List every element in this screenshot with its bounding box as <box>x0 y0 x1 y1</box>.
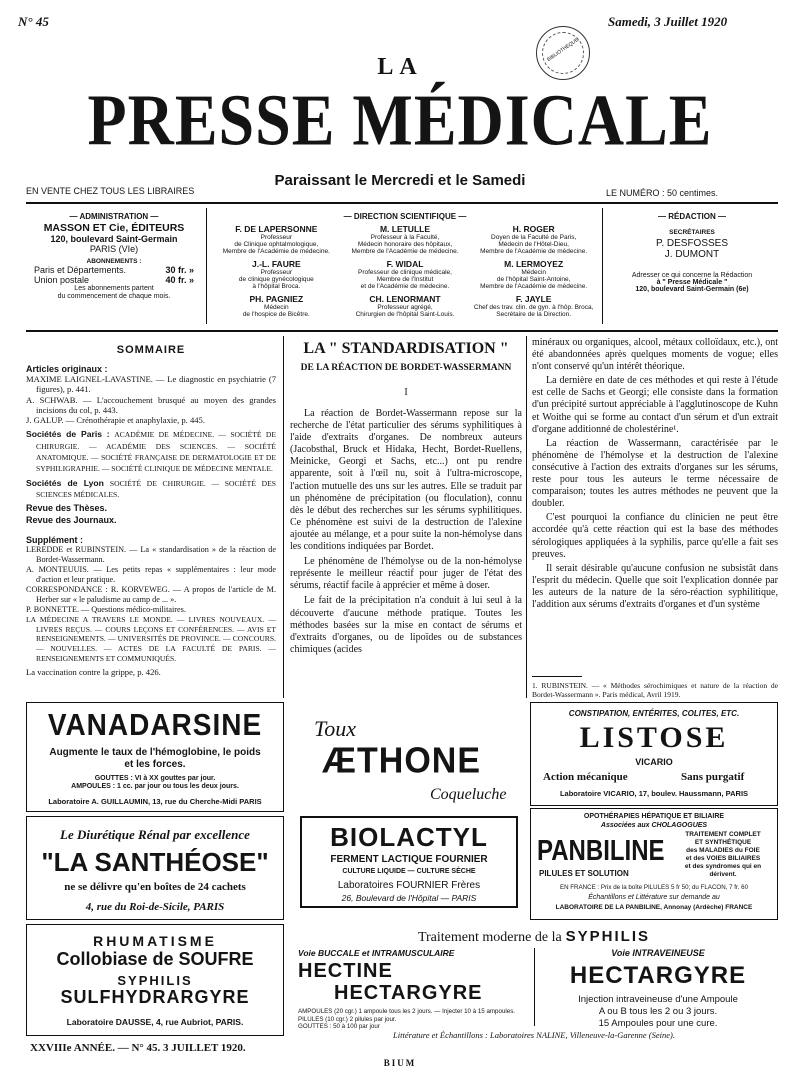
ad-aethone-biolactyl <box>292 704 526 928</box>
biolactyl-box <box>300 816 518 908</box>
dausse-lab: Laboratoire DAUSSE, 4, rue Aubriot, PARIS. <box>66 1017 244 1027</box>
stamp-text: BIBLIOTHÈQUE <box>546 36 580 64</box>
redaction-note-1: Adresser ce qui concerne la Rédaction <box>631 272 753 279</box>
director-3 <box>212 259 341 290</box>
director-title: Professeur agrégé, <box>377 304 433 311</box>
director-title: Chef des trav. clin. de gyn. à l'hôp. Broca, <box>473 304 594 311</box>
ad-hectine <box>290 926 778 1056</box>
hectine-dosage-line: PILULES (10 cgr.) 2 pilules par jour. <box>298 1015 397 1023</box>
panbiline-sub: PILULES ET SOLUTION <box>539 869 629 878</box>
director-title: Professeur <box>260 269 293 276</box>
hectine-voie-intraveineuse: Voie INTRAVEINEUSE <box>611 948 705 958</box>
director-1 <box>341 224 470 255</box>
hectargyre-name-2: HECTARGYRE <box>569 962 747 989</box>
hectine-name: HECTINE <box>298 960 393 982</box>
panbiline-claim: des MALADIES du FOIE <box>686 847 760 854</box>
article-column-2 <box>532 337 778 611</box>
abonnements-label: ABONNEMENTS : <box>86 258 142 265</box>
director-6 <box>212 294 341 318</box>
hectargyre-name-1: HECTARGYRE <box>334 982 483 1004</box>
aethone-name: ÆTHONE <box>322 741 481 781</box>
supplement-entry: LA MÉDECINE A TRAVERS LE MONDE. — LIVRES NOUVEAUX. — LIVRES REÇUS. — COURS LEÇONS ET CONFÉRENCES. — AVIS ET RENSEIGNEMENTS. — UNIVERSITÉS DE PROVINCE. — CONCOURS. — NOUVELLES. — ACTES DE LA FACULTÉ DE PARIS. — RENSEIGNEMENTS ET COMMUNIQUÉS. <box>26 614 276 664</box>
direction-grid <box>212 224 598 318</box>
ad-santheose <box>26 816 284 920</box>
director-title: Médecin de l'Hôtel-Dieu, <box>498 241 569 248</box>
revue-theses: Revue des Thèses. <box>26 503 108 514</box>
issue-date: Samedi, 3 Juillet 1920 <box>608 14 728 29</box>
director-name: F. JAYLE <box>515 294 552 304</box>
administration-block <box>26 212 202 301</box>
director-title: Membre de l'Institut <box>376 276 434 283</box>
ad-vanadarsine <box>26 702 284 812</box>
biolactyl-culture: CULTURE LIQUIDE — CULTURE SÈCHE <box>342 868 476 875</box>
panbiline-claims <box>671 831 775 879</box>
revue-journaux: Revue des Journaux. <box>26 515 117 526</box>
director-title: Professeur de clinique médicale, <box>358 269 452 276</box>
article-paragraph: Le fait de la précipitation n'a conduit à lui seul à la découverte d'aucune méthode pratique. Toutes les méthodes basées sur la mise en contact de sérums et d'extraits d'organes, ou de lipoïdes ou de substances chimiques (acides <box>290 595 522 655</box>
biolactyl-address: 26, Boulevard de l'Hôpital — PARIS <box>341 893 477 903</box>
societes-paris <box>26 429 276 474</box>
sommaire-title: SOMMAIRE <box>116 344 186 356</box>
santheose-address: 4, rue du Roi-de-Sicile, PARIS <box>85 901 225 913</box>
masthead-la: LA <box>377 54 423 80</box>
header-divider-2 <box>602 208 603 324</box>
hectine-voie-buccale: Voie BUCCALE et INTRAMUSCULAIRE <box>298 948 455 958</box>
column-divider-2 <box>526 336 527 698</box>
director-name: CH. LENORMANT <box>369 294 441 304</box>
ad-panbiline <box>530 808 778 920</box>
abonnement-union-price: 40 fr. » <box>165 275 194 285</box>
hectine-divider <box>534 948 535 1026</box>
biolactyl-name: BIOLACTYL <box>330 822 488 852</box>
supplement-entry: A. MONTEUUIS. — Les petits repas « supplémentaires : leur mode d'action et leur pratique. <box>26 565 276 584</box>
director-title: Médecin honoraire des hôpitaux, <box>357 241 453 248</box>
supplement-heading: Supplément : <box>26 535 84 546</box>
article-paragraph: La réaction de Bordet-Wassermann repose sur la recherche de l'état particulier des sérums syphilitiques à l'aide d'extraits d'organes. De nombreux auteurs (Jacobsthal, Bruck et Hidaka, Hecht, Bordet-Ruellens, Meinicke, Georgi et Sachs, etc...) ont pu rendre apparente, soit à l'œil nu, soit à l'ultra-microscope, l'action mutuelle des uns sur les autres. Elle se traduit par un phénomène de précipitation (ou floculation), connu dès le début des recherches sur les sérums syphilitiques. Ce phénomène est suivi de la destruction de l'alexine ajoutée au mélange, et a pour suite la non-hémolyse dans les conditions indiquées par Bordet. <box>290 408 522 553</box>
article-column-1 <box>290 340 522 656</box>
ad-listose <box>530 702 778 806</box>
hectine-lab: Littérature et Échantillons : Laboratoires NALINE, Villeneuve-la-Garenne (Seine). <box>393 1030 675 1040</box>
biolactyl-sub: FERMENT LACTIQUE FOURNIER <box>330 854 488 865</box>
admin-address: 120, boulevard Saint-Germain <box>50 234 178 244</box>
director-name: F. WIDAL <box>386 259 424 269</box>
director-title: Médecin <box>521 269 546 276</box>
collobiase-name: Collobiase de SOUFRE <box>56 949 254 969</box>
santheose-line: ne se délivre qu'en boîtes de 24 cachets <box>64 881 246 893</box>
director-name: M. LERMOYEZ <box>504 259 564 269</box>
santheose-name: "LA SANTHÉOSE" <box>41 847 269 877</box>
vanadarsine-line2: et les forces. <box>124 759 186 770</box>
director-title: Secrétaire de la Direction. <box>496 311 572 318</box>
societes-paris-heading: Sociétés de Paris : <box>26 429 110 440</box>
hectine-dosage-line: GOUTTES : 50 à 100 par jour <box>298 1023 380 1030</box>
panbiline-samples: Échantillons et Littérature sur demande au <box>588 894 720 901</box>
hectine-heading-text: Traitement moderne de la <box>417 930 562 945</box>
article-paragraph: Le phénomène de l'hémolyse ou de la non-hémolyse représente le meilleur réactif pour juger de l'état des sérums, réactif facile à apprécier et même à doser. <box>290 556 522 592</box>
article-footnote: 1. RUBINSTEIN. — « Méthodes sérochimiques et nature de la réaction de Bordet-Wassermann ». Paris médical, Avril 1919. <box>532 681 778 699</box>
article-paragraph: minéraux ou organiques, alcool, métaux colloïdaux, etc.), ont été abandonnées après quelques moments de vogue; elles n'ont conservé qu'un intérêt théorique. <box>532 337 778 373</box>
article-section-number: I <box>404 387 408 398</box>
supplement-entry: P. BONNETTE. — Questions médico-militaires. <box>26 604 186 614</box>
director-title: Membre de l'Académie de médecine. <box>480 248 588 255</box>
vanadarsine-line1: Augmente le taux de l'hémoglobine, le poids <box>49 747 261 758</box>
director-title: Professeur <box>260 234 293 241</box>
director-title: Doyen de la Faculté de Paris, <box>491 234 577 241</box>
santheose-pre: Le Diurétique Rénal par excellence <box>60 827 250 842</box>
price-notice: LE NUMÉRO : 50 centimes. <box>606 188 719 198</box>
abonnement-paris-price: 30 fr. » <box>165 265 194 275</box>
vanadarsine-name: VANADARSINE <box>47 707 263 742</box>
hectargyre-ampoules: 15 Ampoules pour une cure. <box>598 1018 718 1029</box>
abonnement-note-1: Les abonnements partent <box>74 285 154 292</box>
vente-notice: EN VENTE CHEZ TOUS LES LIBRAIRES <box>26 186 195 196</box>
hectine-dosage-line: AMPOULES (20 cgr.) 1 ampoule tous les 2 jours. — Injecter 10 à 15 ampoules. <box>298 1008 516 1015</box>
listose-vicario: VICARIO <box>635 757 673 767</box>
director-title: de clinique gynécologique <box>238 276 314 283</box>
director-0 <box>212 224 341 255</box>
bium-watermark: BIUM <box>383 1058 417 1068</box>
vanadarsine-lab: Laboratoire A. GUILLAUMIN, 13, rue du Cherche-Midi PARIS <box>48 797 262 806</box>
vaccination-entry: La vaccination contre la grippe, p. 426. <box>26 667 161 678</box>
section-rule <box>26 330 778 332</box>
director-2 <box>469 224 598 255</box>
director-title: Professeur à la Faculté, <box>370 234 440 241</box>
sommaire-entry: J. GALUP. — Crénothérapie et anaphylaxie, p. 445. <box>26 415 205 426</box>
redaction-block <box>606 212 778 293</box>
director-title: Membre de l'Académie de médecine. <box>351 248 459 255</box>
direction-heading: — DIRECTION SCIENTIFIQUE — <box>343 212 467 221</box>
director-name: F. DE LAPERSONNE <box>235 224 318 234</box>
director-title: Médecin <box>264 304 289 311</box>
rhumatisme-heading: RHUMATISME <box>93 933 217 949</box>
societes-lyon <box>26 478 276 501</box>
footnote-rule <box>532 676 582 677</box>
vanadarsine-dose1: GOUTTES : VI à XX gouttes par jour. <box>94 775 216 782</box>
sommaire-entry: A. SCHWAB. — L'accouchement brusqué au moyen des grandes incisions du col, p. 443. <box>26 394 276 415</box>
panbiline-top2: Associées aux CHOLAGOGUES <box>600 822 708 829</box>
hectargyre-frequency: A ou B tous les 2 ou 3 jours. <box>598 1006 718 1017</box>
panbiline-name: PANBILINE <box>537 835 665 868</box>
hectine-heading <box>290 928 778 946</box>
director-name: M. LETULLE <box>379 224 431 234</box>
article-paragraph: Il serait désirable qu'aucune confusion ne subsistât dans l'esprit du médecin. Quelle que soit l'explication donnée par les auteurs de la nature de la séro-réaction syphilitique, l'addition aux sérums d'extraits d'organes et d'un système <box>532 562 778 610</box>
director-title: de l'hôpital Saint-Antoine, <box>496 276 571 283</box>
director-7 <box>341 294 470 318</box>
listose-top: CONSTIPATION, ENTÉRITES, COLITES, ETC. <box>568 709 740 718</box>
director-title: Membre de l'Académie de médecine. <box>480 283 588 290</box>
hectine-dosage <box>298 1008 528 1031</box>
admin-city: PARIS (VIe) <box>89 244 139 254</box>
director-name: J.-L. FAURE <box>252 259 301 269</box>
hectine-heading-word: SYPHILIS <box>565 928 651 945</box>
director-title: Chirurgien de l'hôpital Saint-Louis. <box>355 311 455 318</box>
redaction-note-2: à " Presse Médicale " <box>656 279 728 286</box>
director-4 <box>341 259 470 290</box>
aethone-coqueluche: Coqueluche <box>430 786 507 803</box>
director-title: Membre de l'Académie de médecine. <box>222 248 330 255</box>
listose-lab: Laboratoire VICARIO, 17, boulev. Haussmann, PARIS <box>559 789 749 798</box>
secretaire-2: J. DUMONT <box>664 249 720 260</box>
director-title: de l'hospice de Bicêtre. <box>242 311 310 318</box>
panbiline-claim: et des syndromes qui en <box>684 863 762 870</box>
issue-number: N° 45 <box>18 14 49 29</box>
supplement-entry: LEREDDE et RUBINSTEIN. — La « standardisation » de la réaction de Bordet-Wassermann. <box>26 545 276 565</box>
panbiline-lab: LABORATOIRE DE LA PANBILINE, Annonay (Ardèche) FRANCE <box>555 904 753 911</box>
director-title: à l'hôpital Broca. <box>252 283 301 290</box>
societes-paris-list: ACADÉMIE DE MÉDECINE. — SOCIÉTÉ DE CHIRURGIE. — ACADÉMIE DES SCIENCES. — SOCIÉTÉ ANATOMIQUE. — SOCIÉTÉ FRANÇAISE DE DERMATOLOGIE ET DE SYPHILIGRAPHIE. — SOCIÉTÉ CLINIQUE DE MÉDECINE MENTALE. <box>36 430 276 474</box>
article-paragraph: La réaction de Wassermann, caractérisée par le phénomène de l'hémolyse et la destruction de l'alexine consécutive à l'action des extraits d'organes sur les sérums, reste pour tous les auteurs le terme nécessaire de comparaison; toutes les autres méthodes ne peuvent que la doubler. <box>532 437 778 510</box>
abonnement-paris-label: Paris et Départements. <box>34 265 127 275</box>
vanadarsine-dose2: AMPOULES : 1 cc. par jour ou tous les deux jours. <box>71 783 239 790</box>
article-paragraph: La dernière en date de ces méthodes et qui reste à l'étude est celle de Sachs et Georgi; elle consiste dans la formation d'un précipité surtout appréciable à l'agglutinoscope de Kuhn et Woithe qui se forme au contact d'un sérum et d'un extrait d'organe additionné de cholestérine¹. <box>532 375 778 435</box>
admin-heading: — ADMINISTRATION — <box>69 212 159 221</box>
originaux-heading: Articles originaux : <box>26 364 108 374</box>
article-subtitle: DE LA RÉACTION DE BORDET-WASSERMANN <box>300 363 512 373</box>
director-5 <box>469 259 598 290</box>
director-name: PH. PAGNIEZ <box>249 294 304 304</box>
listose-name: LISTOSE <box>579 721 729 754</box>
director-title: de Clinique ophtalmologique, <box>234 241 319 248</box>
panbiline-claim: et des VOIES BILIAIRES <box>685 855 761 862</box>
secretaire-1: P. DESFOSSES <box>655 238 729 249</box>
aethone-toux: Toux <box>314 716 356 741</box>
ad-rhumatisme <box>26 924 284 1036</box>
director-name: H. ROGER <box>512 224 555 234</box>
director-title: et de l'Académie de médecine. <box>360 283 450 290</box>
syphilis-heading: SYPHILIS <box>117 973 193 988</box>
sommaire <box>26 344 276 677</box>
listose-purgatif: Sans purgatif <box>681 771 745 783</box>
sulfhydrargyre-name: SULFHYDRARGYRE <box>60 987 250 1007</box>
header-divider-1 <box>206 208 207 324</box>
article-title: LA " STANDARDISATION " <box>303 340 509 357</box>
panbiline-claim: ET SYNTHÉTIQUE <box>694 839 752 846</box>
supplement-entry: CORRESPONDANCE : R. KORVEWEG. — A propos de l'article de M. Herber sur « le paludisme au camp de ... ». <box>26 584 276 604</box>
panbiline-claim: dérivent. <box>709 871 737 878</box>
director-8 <box>469 294 598 318</box>
column-divider-1 <box>283 336 284 698</box>
redaction-note-3: 120, boulevard Saint-Germain (6e) <box>635 286 749 293</box>
panbiline-top1: OPOTHÉRAPIES HÉPATIQUE ET BILIAIRE <box>583 813 725 820</box>
redaction-heading: — RÉDACTION — <box>658 212 726 221</box>
abonnement-union-label: Union postale <box>34 275 90 285</box>
sommaire-entry: MAXIME LAIGNEL-LAVASTINE. — Le diagnostic en psychiatrie (7 figures), p. 441. <box>26 374 276 395</box>
secretaires-label: SECRÉTAIRES <box>669 229 715 236</box>
listose-action: Action mécanique <box>543 771 628 783</box>
societes-lyon-heading: Sociétés de Lyon <box>26 477 104 488</box>
biolactyl-lab: Laboratoires FOURNIER Frères <box>337 880 481 891</box>
societes-lyon-list: SOCIÉTÉ DE CHIRURGIE. — SOCIÉTÉ DES SCIENCES MÉDICALES. <box>36 478 276 499</box>
masthead-title: PRESSE MÉDICALE <box>87 78 713 161</box>
header-rule <box>26 202 778 204</box>
abonnement-note-2: du commencement de chaque mois. <box>57 293 171 300</box>
panbiline-claim: TRAITEMENT COMPLET <box>685 831 761 838</box>
panbiline-price: EN FRANCE : Prix de la boîte PILULES 5 fr 50; du FLACON, 7 fr. 60 <box>559 884 749 891</box>
hectargyre-injection: Injection intraveineuse d'une Ampoule <box>578 994 738 1005</box>
footer-issue-line: XXVIIIe ANNÉE. — N° 45. 3 JUILLET 1920. <box>30 1042 246 1054</box>
masthead-subtitle: Paraissant le Mercredi et le Samedi <box>274 172 526 189</box>
publisher: MASSON ET Cie, ÉDITEURS <box>43 222 185 234</box>
article-paragraph: C'est pourquoi la confiance du clinicien ne peut être accordée qu'à cette réaction qui est la base des méthodes sérologiques appliquées à la syphilis, parce qu'elle a fait ses preuves. <box>532 512 778 560</box>
